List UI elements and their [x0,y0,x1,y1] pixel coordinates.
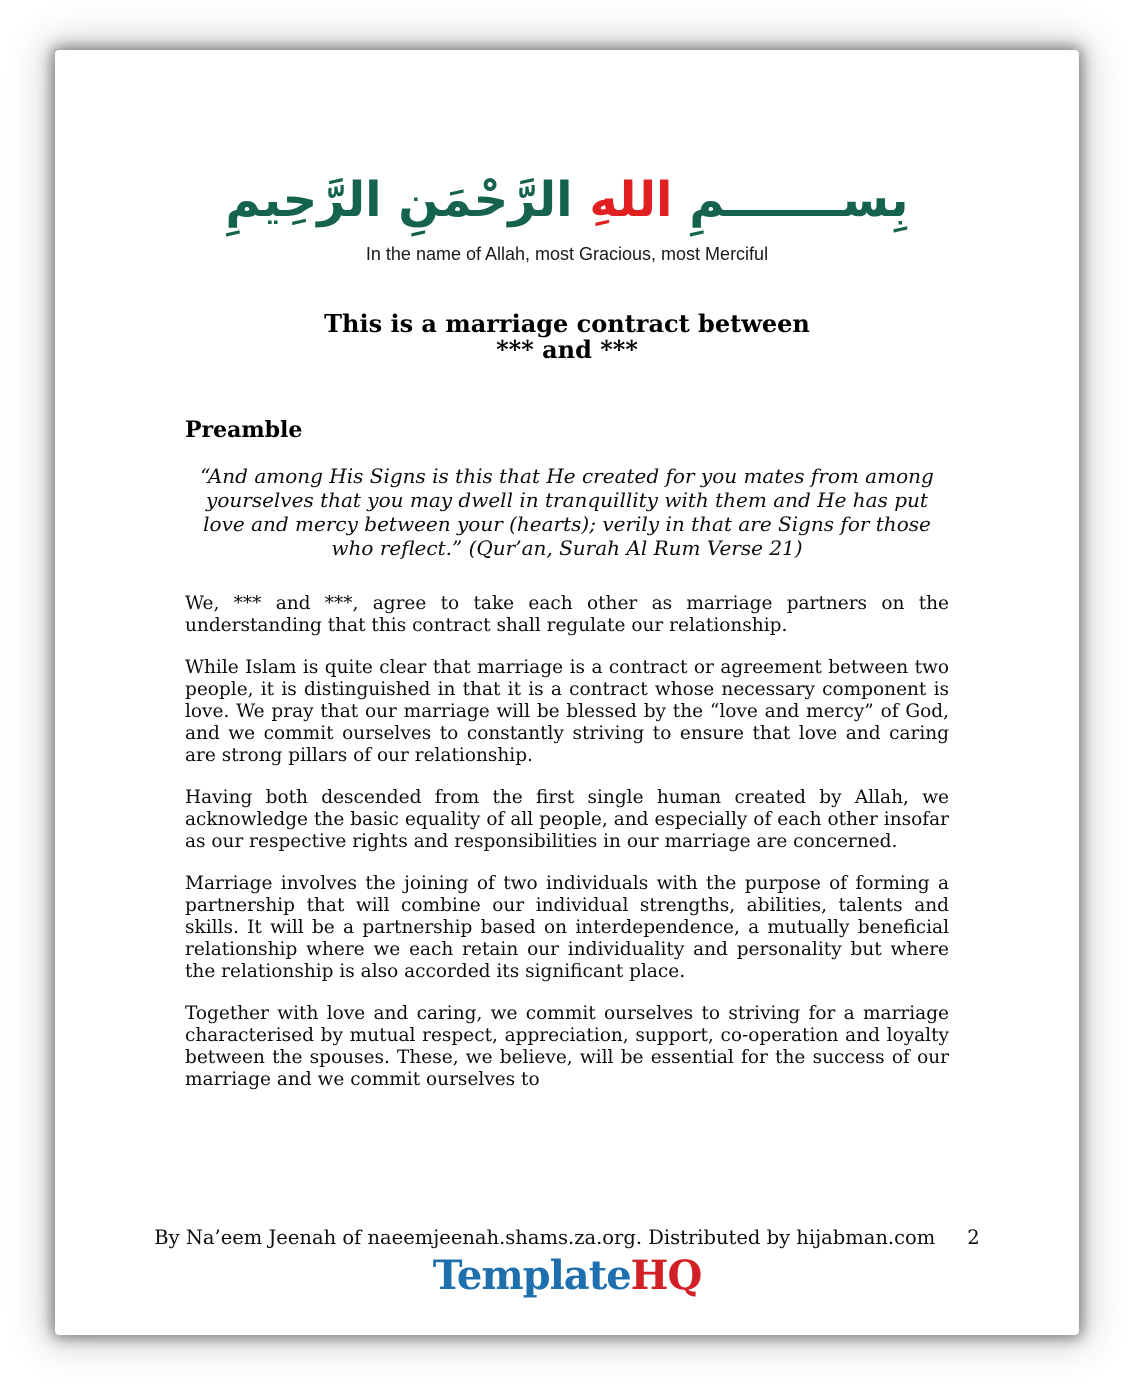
footer-credit: By Na’eem Jeenah of naeemjeenah.shams.za.org. Distributed by hijabman.com [154,1226,936,1249]
bismillah-arabic-allah: اللهِ [589,172,673,228]
bismillah-arabic-rahman-rahim: الرَّحْمَنِ الرَّحِيمِ [225,172,573,228]
paragraph: While Islam is quite clear that marriage is a contract or agreement between two people, it is distinguished in that it is a contract whose necessary component is love. We pray that our marriage will be blessed by the “love and mercy” of God, and we commit ourselves to constantly striving to ensure that love and caring are strong pillars of our relationship. [185,657,949,766]
quran-quote: “And among His Signs is this that He created for you mates from among yourselves that you may dwell in tranquillity with them and He has put love and mercy between your (hearts); verily in that are Signs for those who reflect.” (Qur’an, Surah Al Rum Verse 21) [200,464,934,560]
logo-hq-text: HQ [630,1252,702,1299]
templatehq-logo [55,1252,1079,1300]
bismillah-arabic-bism: بِســـــــمِ [689,172,909,228]
paragraph: Having both descended from the first single human created by Allah, we acknowledge the basic equality of all people, and especially of each other insofar as our respective rights and responsibilities in our marriage are concerned. [185,787,949,852]
page-footer [55,1226,1079,1249]
paragraph: We, *** and ***, agree to take each other as marriage partners on the understanding that this contract shall regulate our relationship. [185,593,949,636]
bismillah-translation: In the name of Allah, most Gracious, most Merciful [365,244,769,264]
bismillah-calligraphy [185,158,949,242]
document-title-line2: *** and *** [496,335,638,364]
document-body [185,593,949,1091]
paragraph: Marriage involves the joining of two individuals with the purpose of forming a partnership that will combine our individual strengths, abilities, talents and skills. It will be a partnership based on interdependence, a mutually beneficial relationship where we each retain our individuality and personality but where the relationship is also accorded its significant place. [185,873,949,982]
paragraph: Together with love and caring, we commit ourselves to striving for a marriage characterised by mutual respect, appreciation, support, co-operation and loyalty between the spouses. These, we believe, will be essential for the success of our marriage and we commit ourselves to [185,1003,949,1090]
document-title-line1: This is a marriage contract between [324,309,810,338]
page-number: 2 [967,1226,980,1249]
document-page [55,50,1079,1335]
document-title [185,311,949,363]
logo-template-text: Template [432,1252,631,1299]
preamble-heading: Preamble [185,417,303,443]
